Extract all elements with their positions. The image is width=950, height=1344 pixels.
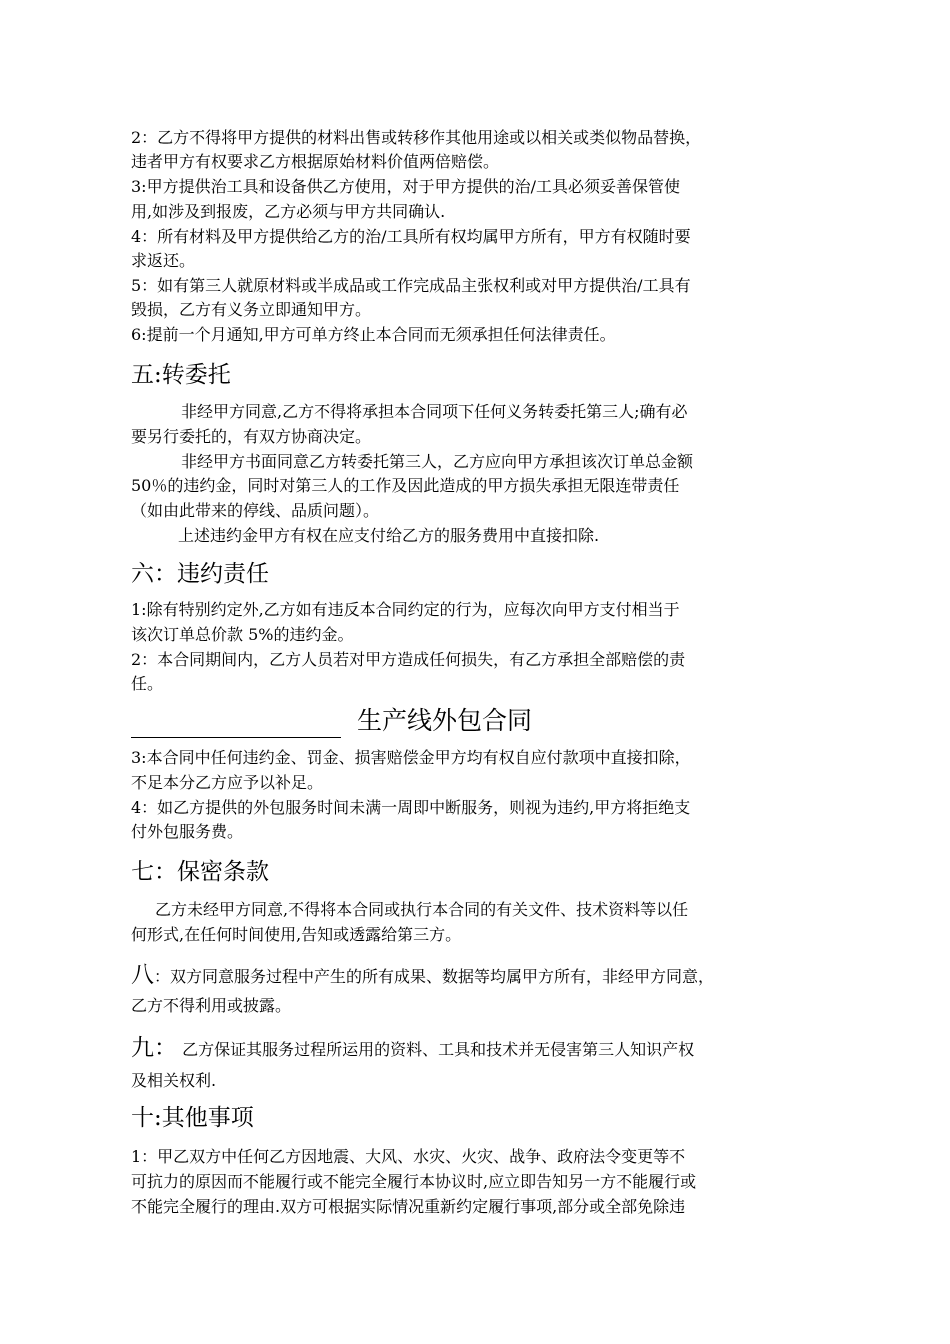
- clause-4-3-line-1: 3:甲方提供治工具和设备供乙方使用，对于甲方提供的治/工具必须妥善保管使: [131, 177, 680, 196]
- section-9-text: 乙方保证其服务过程所运用的资料、工具和技术并无侵害第三人知识产权: [177, 1040, 695, 1059]
- clause-10-1-line-3: 不能完全履行的理由.双方可根据实际情况重新约定履行事项,部分或全部免除违: [131, 1197, 686, 1216]
- section-10-heading: 十:其他事项: [131, 1105, 254, 1131]
- section-7-heading: 七：保密条款: [131, 859, 269, 885]
- clause-4-6-line-1: 6:提前一个月通知,甲方可单方终止本合同而无须承担任何法律责任。: [131, 325, 616, 344]
- section-8-line-1: [131, 960, 821, 992]
- clause-6-3-line-1: 3:本合同中任何违约金、罚金、损害赔偿金甲方均有权自应付款项中直接扣除，: [131, 748, 691, 767]
- section-7-line-1: 乙方未经甲方同意,不得将本合同或执行本合同的有关文件、技术资料等以任: [155, 900, 689, 919]
- section-5-para-3-line-1: 上述违约金甲方有权在应支付给乙方的服务费用中直接扣除.: [178, 526, 600, 545]
- section-5-para-1-line-1: 非经甲方同意,乙方不得将承担本合同项下任何义务转委托第三人;确有必: [181, 402, 688, 421]
- section-8-number: 八: [131, 962, 154, 988]
- section-5-para-2-line-1: 非经甲方书面同意乙方转委托第三人，乙方应向甲方承担该次订单总金额: [181, 452, 694, 471]
- title-rule: [131, 737, 341, 738]
- clause-4-4-line-1: 4：所有材料及甲方提供给乙方的治/工具所有权均属甲方所有，甲方有权随时要: [131, 227, 691, 246]
- section-9-line-2: 及相关权利.: [131, 1071, 217, 1090]
- clause-4-5-line-1: 5：如有第三人就原材料或半成品或工作完成品主张权利或对甲方提供治/工具有: [131, 276, 691, 295]
- clause-6-4-line-2: 付外包服务费。: [131, 822, 244, 841]
- clause-4-3-line-2: 用,如涉及到报废，乙方必须与甲方共同确认.: [131, 202, 446, 221]
- section-8-text: ：双方同意服务过程中产生的所有成果、数据等均属甲方所有，非经甲方同意，: [154, 967, 715, 986]
- section-5-para-1-line-2: 要另行委托的，有双方协商决定。: [131, 427, 372, 446]
- clause-4-4-line-2: 求返还。: [131, 251, 196, 270]
- section-5-para-2-line-2: 50％的违约金，同时对第三人的工作及因此造成的甲方损失承担无限连带责任: [131, 476, 680, 495]
- clause-6-1-line-1: 1:除有特别约定外,乙方如有违反本合同约定的行为，应每次向甲方支付相当于: [131, 600, 680, 619]
- clause-6-1-line-2: 该次订单总价款 5%的违约金。: [131, 625, 354, 644]
- clause-6-4-line-1: 4：如乙方提供的外包服务时间未满一周即中断服务，则视为违约,甲方将拒绝支: [131, 798, 691, 817]
- clause-10-1-line-2: 可抗力的原因而不能履行或不能完全履行本协议时,应立即告知另一方不能履行或: [131, 1172, 697, 1191]
- clause-6-2-line-2: 任。: [131, 674, 164, 693]
- clause-4-2-line-2: 违者甲方有权要求乙方根据原始材料价值两倍赔偿。: [131, 152, 500, 171]
- clause-4-2-line-1: 2：乙方不得将甲方提供的材料出售或转移作其他用途或以相关或类似物品替换，: [131, 128, 702, 147]
- section-5-heading: 五:转委托: [131, 362, 231, 388]
- clause-6-2-line-1: 2：本合同期间内，乙方人员若对甲方造成任何损失，有乙方承担全部赔偿的责: [131, 650, 686, 669]
- section-7-line-2: 何形式,在任何时间使用,告知或透露给第三方。: [131, 925, 462, 944]
- section-5-para-2-line-3: （如由此带来的停线、品质问题）。: [131, 501, 380, 520]
- section-9-line-1: [131, 1033, 821, 1065]
- document-title: 生产线外包合同: [357, 706, 533, 735]
- section-6-heading: 六：违约责任: [131, 561, 269, 587]
- clause-6-3-line-2: 不足本分乙方应予以补足。: [131, 773, 324, 792]
- section-9-number: 九：: [131, 1035, 177, 1061]
- clause-10-1-line-1: 1：甲乙双方中任何乙方因地震、大风、水灾、火灾、战争、政府法令变更等不: [131, 1147, 686, 1166]
- clause-4-5-line-2: 毁损，乙方有义务立即通知甲方。: [131, 300, 372, 319]
- section-8-line-2: 乙方不得利用或披露。: [131, 996, 292, 1015]
